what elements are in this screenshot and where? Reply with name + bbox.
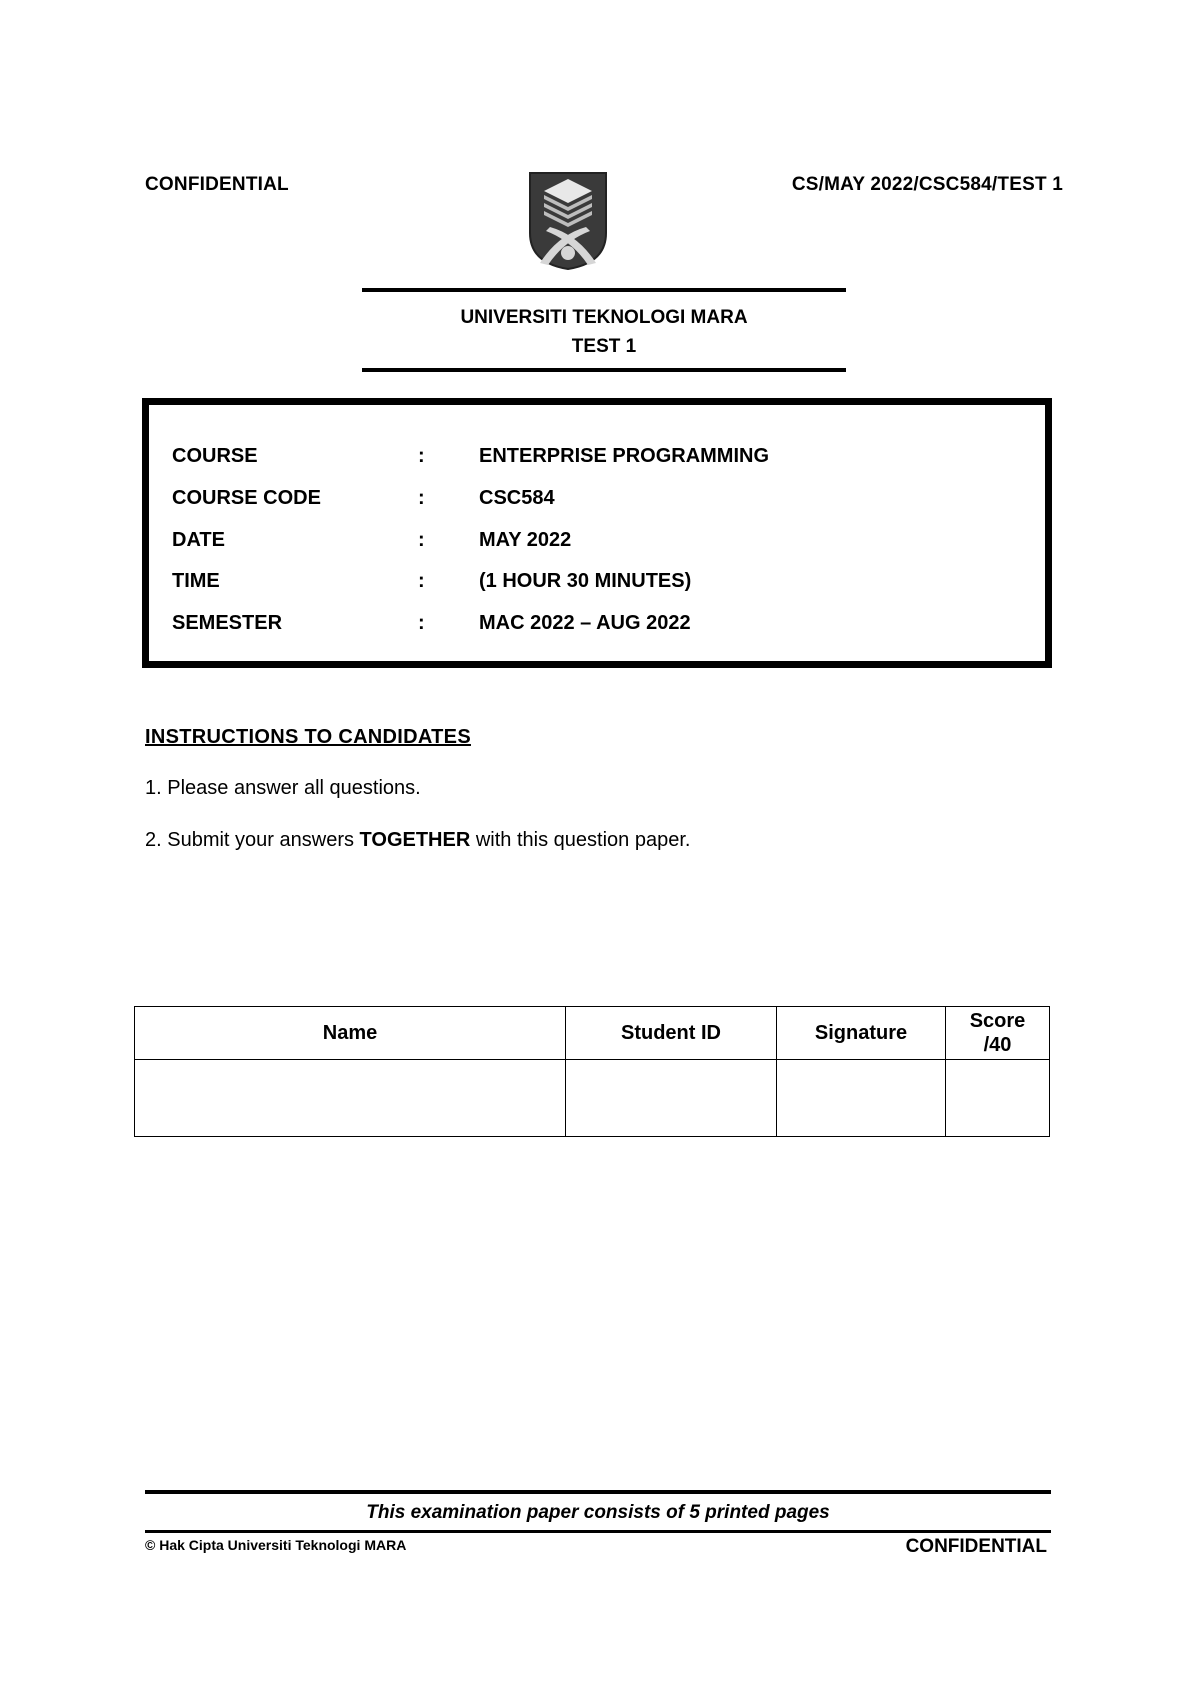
info-value: ENTERPRISE PROGRAMMING — [479, 445, 770, 467]
info-value: MAY 2022 — [479, 529, 572, 551]
score-header-max: /40 — [983, 1034, 1012, 1056]
page-count-note: This examination paper consists of 5 printed pages — [366, 1502, 830, 1523]
info-separator: : — [418, 445, 425, 467]
course-info-box — [142, 398, 1052, 668]
score-cell[interactable] — [946, 1060, 1050, 1137]
instruction-text: with this question paper. — [470, 829, 691, 851]
info-separator: : — [418, 487, 425, 509]
university-logo — [528, 171, 608, 271]
score-header — [946, 1007, 1050, 1060]
university-name: UNIVERSITI TEKNOLOGI MARA — [460, 307, 748, 328]
info-row-date — [172, 529, 1032, 559]
signature-cell[interactable] — [777, 1060, 946, 1137]
info-label: DATE — [172, 529, 225, 551]
instruction-item-1: 1. Please answer all questions. — [145, 777, 421, 799]
score-header-label: Score — [969, 1010, 1026, 1032]
confidential-label: CONFIDENTIAL — [145, 174, 289, 195]
info-separator: : — [418, 529, 425, 551]
candidate-table — [134, 1006, 1050, 1137]
info-row-course — [172, 445, 1032, 475]
info-label: TIME — [172, 570, 220, 592]
reference-code: CS/MAY 2022/CSC584/TEST 1 — [791, 174, 1063, 195]
footer-bottom-rule — [145, 1530, 1051, 1533]
name-cell[interactable] — [135, 1060, 566, 1137]
name-header: Name — [135, 1007, 566, 1060]
info-value: CSC584 — [479, 487, 555, 509]
info-row-course-code — [172, 487, 1032, 517]
info-value: MAC 2022 – AUG 2022 — [479, 612, 691, 634]
copyright-notice: © Hak Cipta Universiti Teknologi MARA — [145, 1537, 407, 1553]
instruction-text: 2. Submit your answers — [145, 829, 360, 851]
info-separator: : — [418, 612, 425, 634]
info-row-semester — [172, 612, 1032, 642]
table-row — [135, 1060, 1050, 1137]
title-bottom-rule — [362, 368, 846, 372]
instruction-item-2 — [145, 829, 690, 852]
confidential-footer-label: CONFIDENTIAL — [905, 1536, 1047, 1557]
footer-top-rule — [145, 1490, 1051, 1494]
info-separator: : — [418, 570, 425, 592]
table-header-row — [135, 1007, 1050, 1060]
info-label: COURSE — [172, 445, 258, 467]
student-id-header: Student ID — [566, 1007, 777, 1060]
instruction-emphasis: TOGETHER — [359, 829, 471, 851]
signature-header: Signature — [777, 1007, 946, 1060]
title-top-rule — [362, 288, 846, 292]
info-row-time — [172, 570, 1032, 600]
title-block — [362, 303, 846, 361]
student-id-cell[interactable] — [566, 1060, 777, 1137]
instructions-heading: INSTRUCTIONS TO CANDIDATES — [145, 726, 471, 748]
info-label: COURSE CODE — [172, 487, 321, 509]
info-value: (1 HOUR 30 MINUTES) — [479, 570, 692, 592]
info-label: SEMESTER — [172, 612, 283, 634]
test-title: TEST 1 — [571, 336, 637, 357]
